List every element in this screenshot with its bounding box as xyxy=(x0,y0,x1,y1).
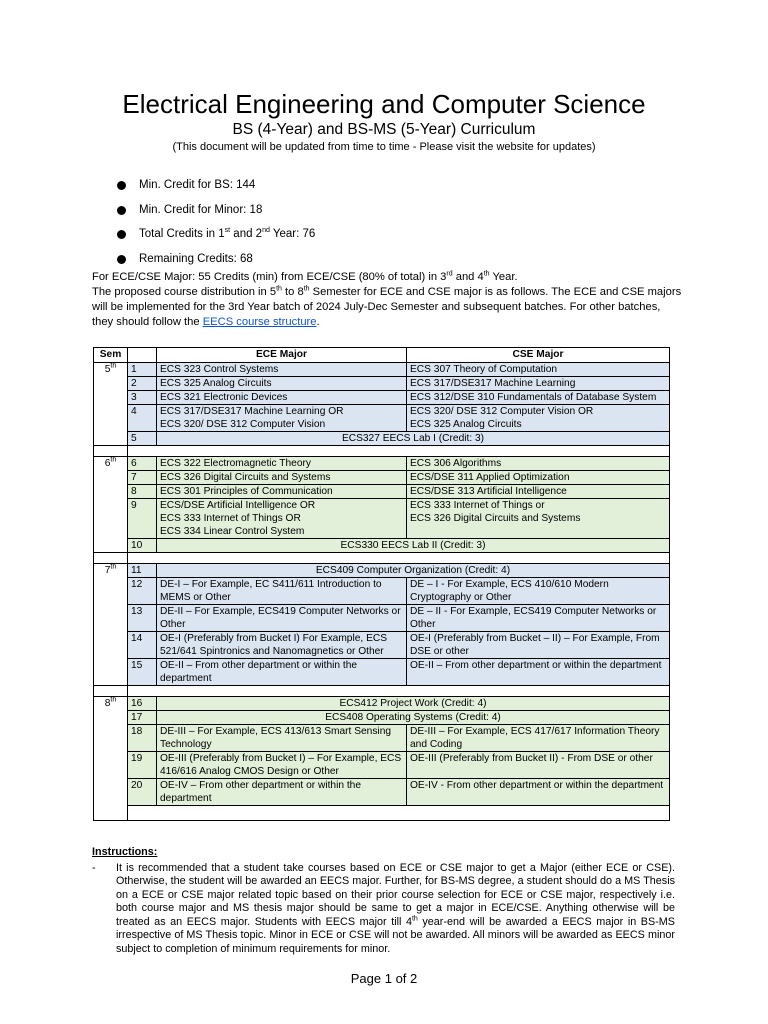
instructions-section xyxy=(92,846,675,956)
credit-bullet-list xyxy=(117,176,315,274)
table-row: 4 ECS 317/DSE317 Machine Learning OR ECS 320/ DSE 312 Computer Vision ECS 320/ DSE 312 Computer Vision OR ECS 325 Analog Circuits xyxy=(94,405,670,432)
page-subtitle: BS (4-Year) and BS-MS (5-Year) Curriculum xyxy=(232,121,536,138)
curriculum-table xyxy=(93,347,670,821)
table-row: 20 OE-IV – From other department or within the department OE-IV - From other department or within the department xyxy=(94,779,670,806)
intro-line-1: For ECE/CSE Major: 55 Credits (min) from ECE/CSE (80% of total) in 3rd and 4th Year. xyxy=(92,270,518,283)
table-row: 18 DE-III – For Example, ECS 413/613 Smart Sensing Technology DE-III – For Example, ECS 417/617 Information Theory and Coding xyxy=(94,725,670,752)
core-course-cell: ECS412 Project Work (Credit: 4) xyxy=(157,697,670,711)
instruction-item: - It is recommended that a student take courses based on ECE or CSE major to get a Major (either ECE or CSE). Otherwise, the student will be awarded an EECS major. Further, for BS-MS degree, a student should do a MS Thesis on a ECE or CSE major related topic based on their prior course selection for ECE or CSE major, respectively i.e. both course major and MS thesis major should be same to get a major in ECE/CSE. Anything otherwise will be treated as an EECS major. Students with EECS major till 4th year-end will be awarded a EECS major in BS-MS irrespective of MS Thesis topic. Minor in ECE or CSE will not be awarded. All minors will be awarded as EECS minor subject to completion of minimum requirements for minor. xyxy=(92,861,675,955)
table-row: 13 DE-II – For Example, ECS419 Computer Networks or Other DE – II - For Example, ECS419 Computer Networks or Other xyxy=(94,605,670,632)
table-row: 7 ECS 326 Digital Circuits and Systems ECS/DSE 311 Applied Optimization xyxy=(94,471,670,485)
table-row: 17 ECS408 Operating Systems (Credit: 4) xyxy=(94,711,670,725)
table-row: 14 OE-I (Preferably from Bucket I) For Example, ECS 521/641 Spintronics and Nanomagnetics or Other OE-I (Preferably from Bucket – II) – For Example, From DSE or other xyxy=(94,632,670,659)
bullet-remaining-credits: Remaining Credits: 68 xyxy=(117,250,315,275)
table-row: 5 ECS327 EECS Lab I (Credit: 3) xyxy=(94,432,670,446)
bullet-min-credit-bs: Min. Credit for BS: 144 xyxy=(117,176,315,201)
table-row: 19 OE-III (Preferably from Bucket I) – For Example, ECS 416/616 Analog CMOS Design or Other OE-III (Preferably from Bucket II) - From DSE or other xyxy=(94,752,670,779)
core-course-cell: ECS408 Operating Systems (Credit: 4) xyxy=(157,711,670,725)
semester-5-label: 5th xyxy=(94,363,128,446)
bullet-icon xyxy=(117,230,126,239)
bullet-min-credit-minor: Min. Credit for Minor: 18 xyxy=(117,201,315,226)
table-row: 8th 16 ECS412 Project Work (Credit: 4) xyxy=(94,697,670,711)
semester-7-label: 7th xyxy=(94,564,128,686)
table-row: 15 OE-II – From other department or within the department OE-II – From other department or within the department xyxy=(94,659,670,686)
table-row: 12 DE-I – For Example, EC S411/611 Introduction to MEMS or Other DE – I - For Example, ECS 410/610 Modern Cryptography or Other xyxy=(94,578,670,605)
table-row: 7th 11 ECS409 Computer Organization (Credit: 4) xyxy=(94,564,670,578)
intro-paragraph xyxy=(92,270,682,330)
table-row: 8 ECS 301 Principles of Communication ECS/DSE 313 Artificial Intelligence xyxy=(94,485,670,499)
table-header-row xyxy=(94,348,670,363)
semester-6-label: 6th xyxy=(94,457,128,553)
page-number: Page 1 of 2 xyxy=(350,971,418,986)
header-cse-major: CSE Major xyxy=(407,348,670,363)
instructions-heading: Instructions: xyxy=(92,846,158,858)
semester-8-label: 8th xyxy=(94,697,128,821)
core-course-cell: ECS409 Computer Organization (Credit: 4) xyxy=(157,564,670,578)
page-title: Electrical Engineering and Computer Science xyxy=(122,89,646,119)
intro-line-2: The proposed course distribution in 5th to 8th Semester for ECE and CSE major is as follows. The ECE and CSE majors will be implemented for the 3rd Year batch of 2024 July-Dec Semester and subsequent batches. For other batches, they should follow the EECS course structure. xyxy=(92,285,682,328)
table-row: 10 ECS330 EECS Lab II (Credit: 3) xyxy=(94,539,670,553)
bullet-total-credits: Total Credits in 1st and 2nd Year: 76 xyxy=(117,225,315,250)
bullet-icon xyxy=(117,206,126,215)
bullet-icon xyxy=(117,255,126,264)
bullet-icon xyxy=(117,181,126,190)
header-ece-major: ECE Major xyxy=(157,348,407,363)
lab-course-cell: ECS327 EECS Lab I (Credit: 3) xyxy=(157,432,670,446)
table-row: 3 ECS 321 Electronic Devices ECS 312/DSE 310 Fundamentals of Database System xyxy=(94,391,670,405)
table-row: 5th 1 ECS 323 Control Systems ECS 307 Theory of Computation xyxy=(94,363,670,377)
table-row: 2 ECS 325 Analog Circuits ECS 317/DSE317 Machine Learning xyxy=(94,377,670,391)
lab-course-cell: ECS330 EECS Lab II (Credit: 3) xyxy=(157,539,670,553)
update-note: (This document will be updated from time to time - Please visit the website for updates) xyxy=(172,141,596,153)
table-row: 6th 6 ECS 322 Electromagnetic Theory ECS 306 Algorithms xyxy=(94,457,670,471)
header-sem: Sem xyxy=(94,348,128,363)
eecs-course-structure-link[interactable]: EECS course structure xyxy=(202,316,317,328)
table-row: 9 ECS/DSE Artificial Intelligence OR ECS 333 Internet of Things OR ECS 334 Linear Control System ECS 333 Internet of Things or ECS 326 Digital Circuits and Systems xyxy=(94,499,670,539)
